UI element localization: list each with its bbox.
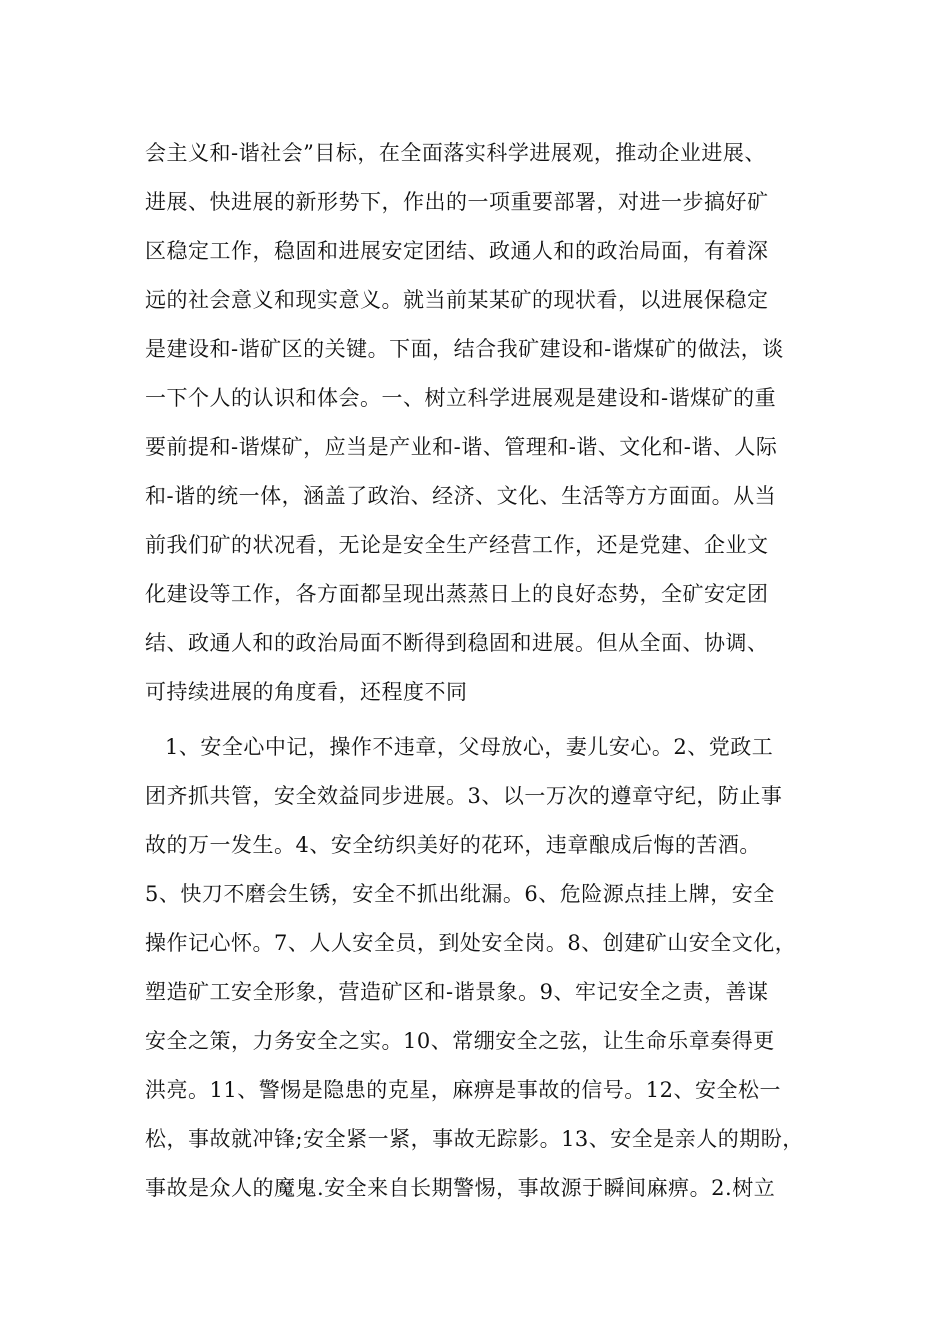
text-line: 区稳定工作，稳固和进展安定团结、政通人和的政治局面，有着深 [145, 239, 769, 263]
text-line: 5、快刀不磨会生锈，安全不抓出纰漏。6、危险源点挂上牌，安全 [145, 882, 775, 906]
text-line: 进展、快进展的新形势下，作出的一项重要部署，对进一步搞好矿 [145, 190, 769, 214]
text-line: 化建设等工作，各方面都呈现出蒸蒸日上的良好态势，全矿安定团 [145, 582, 769, 606]
text-line: 要前提和-谐煤矿，应当是产业和-谐、管理和-谐、文化和-谐、人际 [145, 435, 778, 459]
text-line: 一下个人的认识和体会。一、树立科学进展观是建设和-谐煤矿的重 [145, 386, 777, 410]
text-line: 安全之策，力务安全之实。10、常绷安全之弦，让生命乐章奏得更 [145, 1029, 775, 1053]
text-line: 团齐抓共管，安全效益同步进展。3、以一万次的遵章守纪，防止事 [145, 784, 783, 808]
text-line: 是建设和-谐矿区的关键。下面，结合我矿建设和-谐煤矿的做法，谈 [145, 337, 784, 361]
text-line: 前我们矿的状况看，无论是安全生产经营工作，还是党建、企业文 [145, 533, 769, 557]
text-line: 远的社会意义和现实意义。就当前某某矿的现状看，以进展保稳定 [145, 288, 769, 312]
text-line: 和-谐的统一体，涵盖了政治、经济、文化、生活等方方面面。从当 [145, 484, 777, 508]
text-line: 事故是众人的魔鬼.安全来自长期警惕，事故源于瞬间麻痹。2.树立 [145, 1176, 776, 1200]
text-line: 塑造矿工安全形象，营造矿区和-谐景象。9、牢记安全之责，善谋 [145, 980, 769, 1004]
text-line: 操作记心怀。7、人人安全员，到处安全岗。8、创建矿山安全文化， [145, 931, 797, 955]
text-line: 故的万一发生。4、安全纺织美好的花环，违章酿成后悔的苦酒。 [145, 833, 761, 857]
text-line: 会主义和-谐社会”目标，在全面落实科学进展观，推动企业进展、 [145, 141, 766, 165]
text-line: 洪亮。11、警惕是隐患的克星，麻痹是事故的信号。12、安全松一 [145, 1078, 781, 1102]
text-line: 结、政通人和的政治局面不断得到稳固和进展。但从全面、协调、 [145, 631, 769, 655]
text-line: 1、安全心中记，操作不违章，父母放心，妻儿安心。2、党政工 [165, 735, 774, 759]
text-line: 可持续进展的角度看，还程度不同 [145, 680, 468, 704]
text-line: 松，事故就冲锋;安全紧一紧，事故无踪影。13、安全是亲人的期盼， [145, 1127, 804, 1151]
